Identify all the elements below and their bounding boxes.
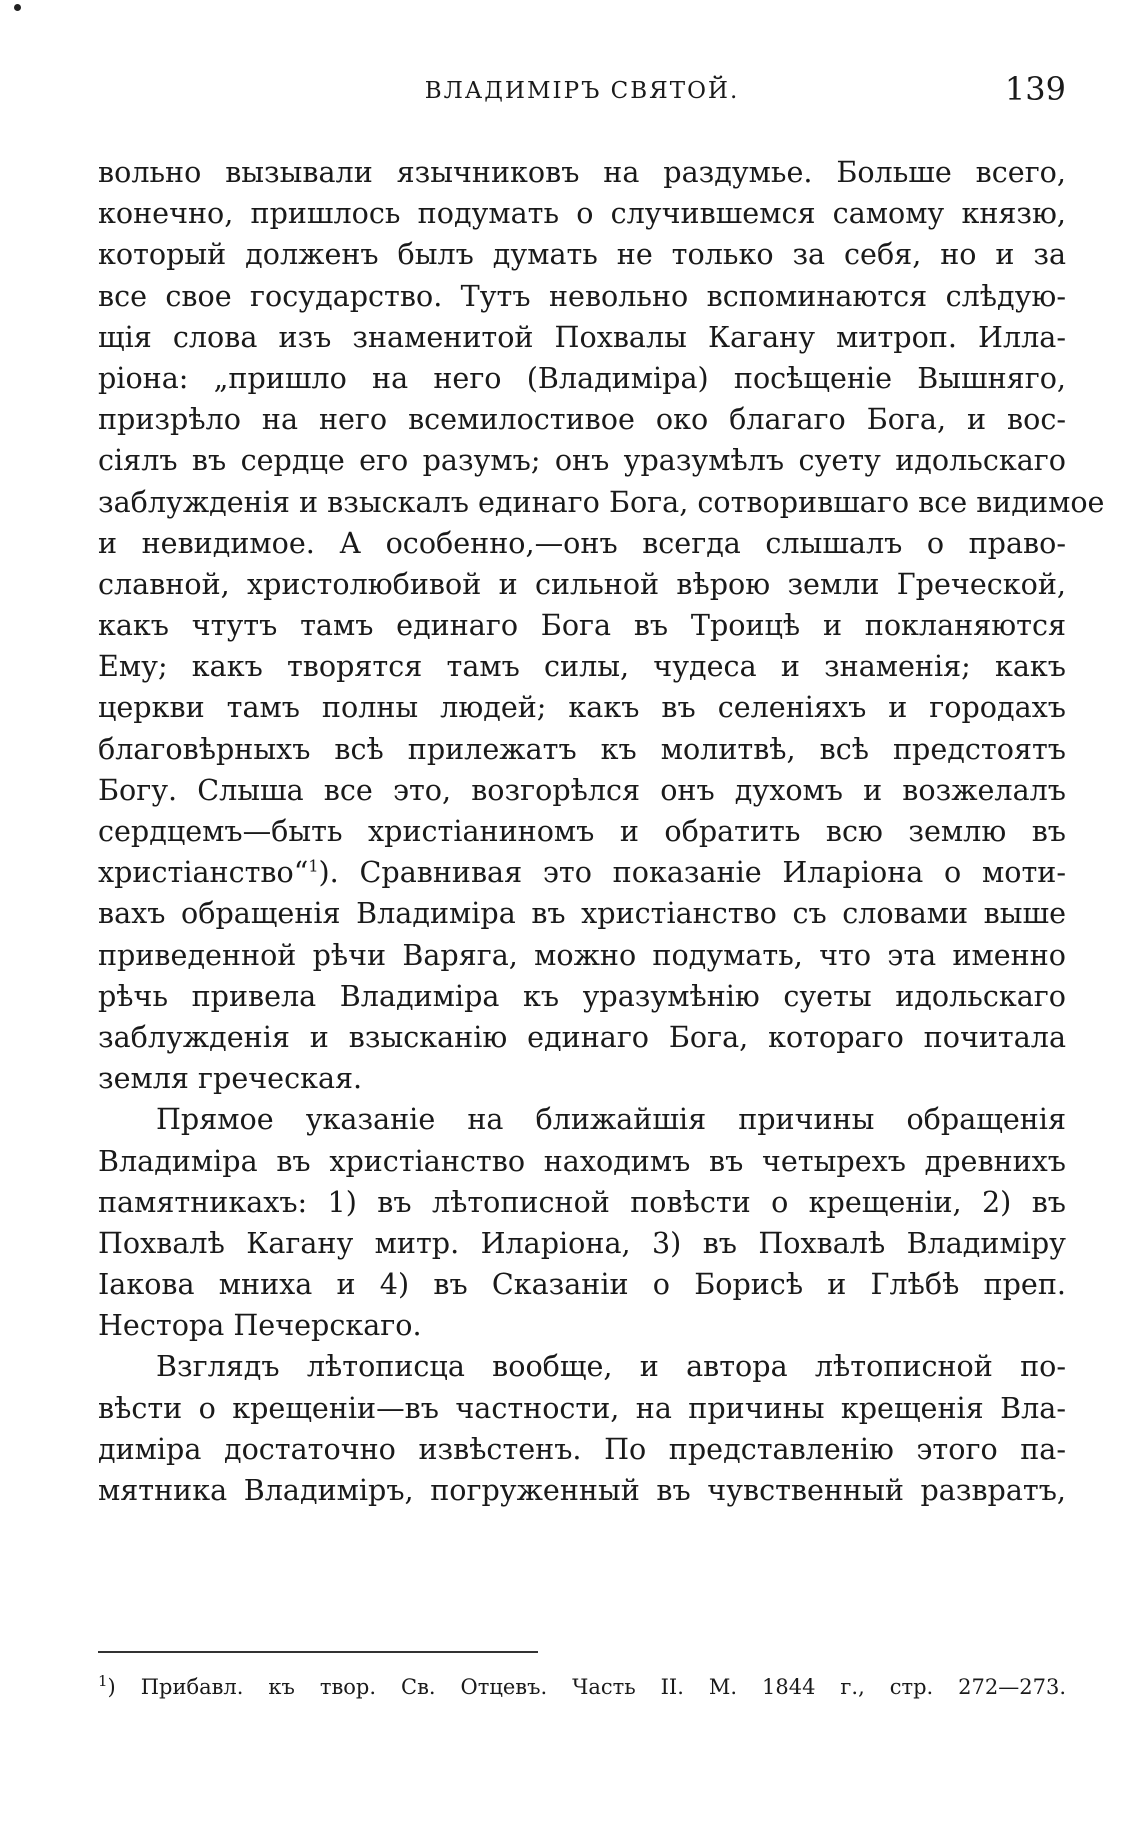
text-line: памятникахъ: 1) въ лѣтописной повѣсти о крещеніи, 2) въ <box>98 1184 1066 1219</box>
page-number: 139 <box>1004 70 1066 108</box>
footnote-divider <box>98 1651 538 1653</box>
ink-dot <box>14 4 21 11</box>
footnote <box>98 1672 1066 1702</box>
body-text <box>98 152 1105 1511</box>
text-line: сіялъ въ сердце его разумъ; онъ уразумѣлъ суету идольскаго <box>98 443 1066 478</box>
footnote-text: ) Прибавл. къ твор. Св. Отцевъ. Часть II. М. 1844 г., стр. 272—273. <box>107 1675 1066 1699</box>
text-line: щія слова изъ знаменитой Похвалы Кагану митроп. Илла- <box>98 319 1066 354</box>
text-line: Взглядъ лѣтописца вообще, и автора лѣтописной по- <box>156 1349 1066 1384</box>
running-title: ВЛАДИМІРЪ СВЯТОЙ. <box>424 78 740 104</box>
text-line: церкви тамъ полны людей; какъ въ селеніяхъ и городахъ <box>98 690 1066 725</box>
text-line: и невидимое. А особенно,—онъ всегда слышалъ о право- <box>98 525 1066 560</box>
footnote-number: 1 <box>98 1672 108 1690</box>
text-line: Нестора Печерскаго. <box>98 1308 422 1343</box>
text-line: какъ чтутъ тамъ единаго Бога въ Троицѣ и покланяются <box>98 608 1066 643</box>
text-line: который долженъ былъ думать не только за себя, но и за <box>98 237 1066 272</box>
text-line: мятника Владиміръ, погруженный въ чувственный развратъ, <box>98 1473 1066 1507</box>
text-line-with-footnote-ref <box>98 852 1066 893</box>
text-line: Прямое указаніе на ближайшія причины обращенія <box>156 1102 1066 1137</box>
text-line: славной, христолюбивой и сильной вѣрою земли Греческой, <box>98 566 1066 601</box>
text-line: конечно, пришлось подумать о случившемся самому князю, <box>98 196 1066 231</box>
text-line: Владиміра въ христіанство находимъ въ четырехъ древнихъ <box>98 1143 1066 1178</box>
text-line: сердцемъ—быть христіаниномъ и обратить всю землю въ <box>98 814 1066 848</box>
text-line: вольно вызывали язычниковъ на раздумье. Больше всего, <box>98 155 1066 189</box>
text-line: диміра достаточно извѣстенъ. По представленію этого па- <box>98 1431 1066 1466</box>
text-line: Ему; какъ творятся тамъ силы, чудеса и знаменія; какъ <box>98 649 1066 684</box>
text-line: все свое государство. Тутъ невольно вспоминаются слѣдую- <box>98 278 1066 313</box>
footnote-reference: 1 <box>308 856 319 876</box>
text-line: ріона: „пришло на него (Владиміра) посѣщеніе Вышняго, <box>98 360 1066 395</box>
text-segment: христіанство“ <box>98 855 309 890</box>
text-line: Похвалѣ Кагану митр. Иларіона, 3) въ Похвалѣ Владиміру <box>98 1225 1066 1260</box>
text-line: приведенной рѣчи Варяга, можно подумать, что эта именно <box>98 937 1066 972</box>
text-line: вѣсти о крещеніи—въ частности, на причины крещенія Вла- <box>98 1390 1066 1425</box>
text-line: рѣчь привела Владиміра къ уразумѣнію суеты идольскаго <box>98 978 1066 1013</box>
text-line: вахъ обращенія Владиміра въ христіанство съ словами выше <box>98 896 1066 931</box>
text-line: заблужденія и взыскалъ единаго Бога, сотворившаго все видимое <box>98 484 1105 519</box>
text-line: призрѣло на него всемилостивое око благаго Бога, и вос- <box>98 402 1066 437</box>
text-line: заблужденія и взысканію единаго Бога, котораго почитала <box>98 1019 1066 1054</box>
text-line: земля греческая. <box>98 1061 363 1096</box>
text-segment: ). Сравнивая это показаніе Иларіона о моти- <box>318 855 1066 890</box>
text-line: Іакова мниха и 4) въ Сказаніи о Борисѣ и Глѣбѣ преп. <box>98 1267 1066 1302</box>
text-line: благовѣрныхъ всѣ прилежатъ къ молитвѣ, всѣ предстоятъ <box>98 731 1066 766</box>
text-line: Богу. Слыша все это, возгорѣлся онъ духомъ и возжелалъ <box>98 772 1066 807</box>
running-header <box>98 70 1066 110</box>
